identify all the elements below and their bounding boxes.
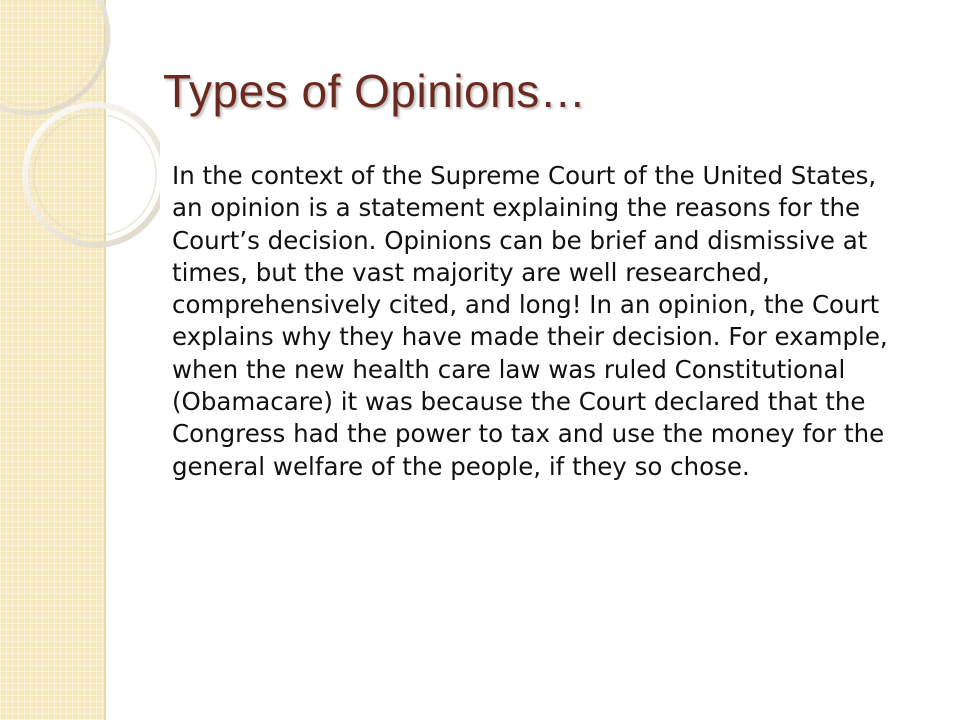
slide-body-text: In the context of the Supreme Court of the United States, an opinion is a statement explaining the reasons for the Court’s decision. Opinions can be brief and dismissive at times, but the vast majority are well researched, comprehensively cited, and long! In an opinion, the Court explains why they have made their decision. For example, when the new health care law was ruled Constitutional (Obamacare) it was because the Court declared that the Congress had the power to tax and use the money for the general welfare of the people, if they so chose. (172, 161, 888, 481)
slide-title: Types of Opinions… (163, 65, 587, 117)
ring-ornament-icon (0, 0, 160, 300)
